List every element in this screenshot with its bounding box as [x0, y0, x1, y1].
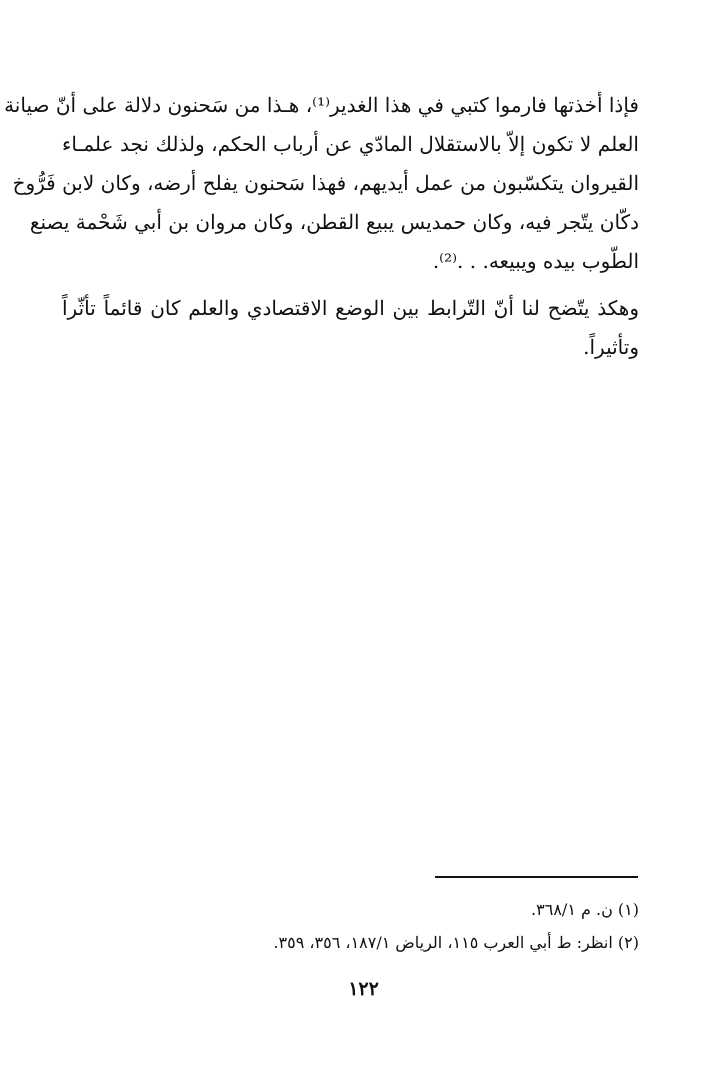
footnotes [62, 893, 639, 959]
paragraph-1-line: فإذا أخذتها فارموا كتبي في هذا الغدير⁽¹⁾، هـذا من سَحنون دلالة على أنّ صيانة [4, 93, 639, 117]
paragraph-1 [4, 86, 639, 281]
main-text [4, 86, 639, 367]
paragraph-2-line: وتأثيراً. [583, 335, 639, 359]
paragraph-2-line: وهكذ يتّضح لنا أنّ التّرابط بين الوضع الاقتصادي والعلم كان قائماً تأثّراً [62, 296, 639, 320]
footnote-2: (٢) انظر: ط أبي العرب ١١٥، الرياض ١٨٧/١، ٣٥٦، ٣٥٩. [273, 933, 639, 952]
footnote-1: (١) ن. م ٣٦٨/١. [531, 900, 639, 919]
footnote-divider [435, 876, 638, 878]
paragraph-1-line: الطّوب بيده ويبيعه. . .⁽²⁾. [432, 249, 639, 273]
paragraph-1-line: دكّان يتّجر فيه، وكان حمديس يبيع القطن، وكان مروان بن أبي شَحْمة يصنع [29, 210, 639, 234]
paragraph-1-line: القيروان يتكسّبون من عمل أيديهم، فهذا سَحنون يفلح أرضه، وكان لابن فَرُّوخ [12, 171, 639, 195]
paragraph-2 [62, 289, 639, 367]
paragraph-1-line: العلم لا تكون إلاّ بالاستقلال المادّي عن أرباب الحكم، ولذلك نجد علمـاء [62, 132, 639, 156]
page-number: ١٢٢ [348, 978, 379, 1000]
